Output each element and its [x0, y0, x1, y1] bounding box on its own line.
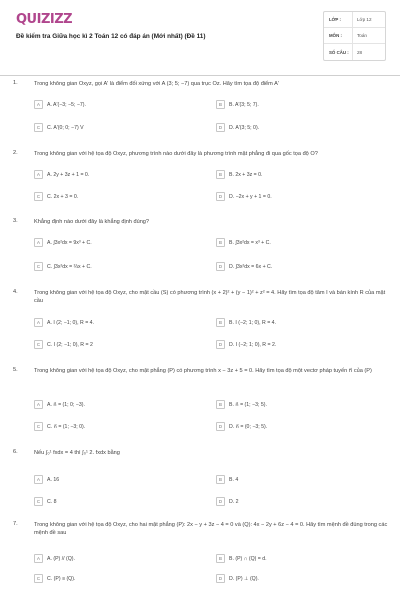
option-text: B. (P) ∩ (Q) = d.	[229, 555, 267, 562]
option-b[interactable]	[216, 169, 262, 180]
option-text: D. A'(3; 5; 0).	[229, 124, 260, 131]
question-number: 5.	[13, 367, 18, 373]
option-c[interactable]	[34, 261, 92, 272]
option-text: A. ∫3x²dx = 9x³ + C.	[47, 239, 92, 246]
option-letter-box: B	[216, 400, 225, 409]
option-b[interactable]	[216, 553, 267, 564]
meta-row-subject	[324, 28, 385, 44]
question-number: 3.	[13, 218, 18, 224]
option-letter-box: C	[34, 574, 43, 583]
option-a[interactable]	[34, 399, 85, 410]
option-d[interactable]	[216, 122, 259, 133]
question-text: Trong không gian với hệ tọa độ Oxyz, cho mặt cầu (S) có phương trình (x + 2)² + (y − 1)² + z² = 4. Hãy tìm tọa độ tâm I và bán kính R của mặt cầu	[34, 290, 386, 305]
option-letter-box: B	[216, 554, 225, 563]
option-b[interactable]	[216, 99, 259, 110]
option-d[interactable]	[216, 339, 276, 350]
option-text: A. I (2; −1; 0), R = 4.	[47, 319, 94, 326]
option-c[interactable]	[34, 339, 93, 350]
option-c[interactable]	[34, 191, 78, 202]
option-letter-box: D	[216, 340, 225, 349]
option-text: D. I (−2; 1; 0), R = 2.	[229, 341, 277, 348]
option-letter-box: C	[34, 422, 43, 431]
option-letter-box: D	[216, 574, 225, 583]
option-text: A. 16	[47, 476, 60, 483]
option-a[interactable]	[34, 169, 89, 180]
question-text: Khẳng định nào dưới đây là khẳng định đúng?	[34, 219, 150, 225]
option-letter-box: A	[34, 554, 43, 563]
option-letter-box: C	[34, 123, 43, 132]
option-letter-box: C	[34, 192, 43, 201]
option-letter-box: D	[216, 262, 225, 271]
option-a[interactable]	[34, 99, 86, 110]
question-number: 2.	[13, 150, 18, 156]
option-c[interactable]	[34, 496, 57, 507]
option-letter-box: D	[216, 422, 225, 431]
option-letter-box: C	[34, 497, 43, 506]
meta-key: LỚP :	[329, 17, 341, 22]
option-letter-box: B	[216, 238, 225, 247]
option-text: D. n⃗ = (0; −3; 5).	[229, 423, 268, 430]
option-letter-box: B	[216, 100, 225, 109]
option-c[interactable]	[34, 573, 75, 584]
meta-row-question-count	[324, 44, 385, 60]
document-header	[0, 0, 400, 76]
option-text: D. (P) ⊥ (Q).	[229, 575, 259, 582]
question-number: 6.	[13, 449, 18, 455]
quizizz-logo: QUIZIZZ	[16, 12, 73, 27]
option-letter-box: A	[34, 475, 43, 484]
meta-key: MÔN :	[329, 33, 342, 38]
meta-value: Lớp 12	[357, 17, 372, 22]
document-title: Đề kiểm tra Giữa học kì 2 Toán 12 có đáp án (Mới nhất) (Đề 11)	[16, 33, 206, 40]
meta-value: Toán	[357, 33, 367, 38]
option-d[interactable]	[216, 573, 259, 584]
question-text: Trong không gian với hệ tọa độ Oxyz, cho mặt phẳng (P) có phương trình x − 3z + 5 = 0. Hãy tìm tọa độ một vectơ pháp tuyến n⃗ của (P)	[34, 368, 372, 374]
option-text: B. 4	[229, 476, 239, 483]
option-b[interactable]	[216, 237, 271, 248]
option-a[interactable]	[34, 474, 59, 485]
option-c[interactable]	[34, 421, 85, 432]
option-text: D. 2	[229, 498, 239, 505]
meta-row-class	[324, 12, 385, 28]
option-letter-box: A	[34, 318, 43, 327]
option-text: B. n⃗ = (1; −3; 5).	[229, 401, 267, 408]
option-text: C. I (2; −1; 0), R = 2	[47, 341, 93, 348]
option-text: B. ∫3x²dx = x³ + C.	[229, 239, 271, 246]
option-text: A. 2y + 3z + 1 = 0.	[47, 171, 90, 178]
document-meta-table	[323, 11, 386, 61]
meta-value: 28	[357, 49, 363, 55]
option-letter-box: B	[216, 475, 225, 484]
question-text: Trong không gian với hệ tọa độ Oxyz, cho hai mặt phẳng (P): 2x − y + 3z − 4 = 0 và (Q): 4x − 2y + 6z − 4 = 0. Hãy tìm mệnh đề đúng trong các mệnh đề sau	[34, 522, 388, 537]
option-letter-box: D	[216, 497, 225, 506]
question-number: 4.	[13, 289, 18, 295]
meta-key: SỐ CÂU :	[329, 49, 349, 55]
question-number: 7.	[13, 521, 18, 527]
option-text: A. A'(−3; −5; −7).	[47, 101, 86, 108]
option-text: A. n⃗ = (1; 0; −3).	[47, 401, 85, 408]
option-text: D. ∫3x²dx = 6x + C.	[229, 263, 273, 270]
option-letter-box: A	[34, 170, 43, 179]
option-text: C. n⃗ = (1; −3; 0).	[47, 423, 86, 430]
question-text: Trong không gian Oxyz, gọi A' là điểm đối xứng với A (3; 5; −7) qua trục Oz. Hãy tìm tọa độ điểm A'	[34, 81, 279, 87]
option-letter-box: C	[34, 262, 43, 271]
option-letter-box: D	[216, 192, 225, 201]
option-letter-box: B	[216, 170, 225, 179]
option-text: A. (P) // (Q).	[47, 555, 75, 562]
option-c[interactable]	[34, 122, 84, 133]
option-text: B. 2x + 3z = 0.	[229, 171, 263, 178]
option-a[interactable]	[34, 317, 94, 328]
option-text: C. 8	[47, 498, 57, 505]
option-d[interactable]	[216, 191, 272, 202]
option-text: C. A'(0; 0; −7) V	[47, 124, 84, 131]
option-letter-box: C	[34, 340, 43, 349]
option-text: C. (P) ≡ (Q).	[47, 575, 76, 582]
option-letter-box: D	[216, 123, 225, 132]
question-number: 1.	[13, 80, 18, 86]
option-a[interactable]	[34, 553, 75, 564]
option-text: B. A'(3; 5; 7).	[229, 101, 259, 108]
option-letter-box: A	[34, 238, 43, 247]
option-letter-box: A	[34, 100, 43, 109]
option-b[interactable]	[216, 317, 276, 328]
question-text: Nếu ∫₀¹ fxdx = 4 thì ∫₀¹ 2. fxdx bằng	[34, 450, 120, 456]
option-d[interactable]	[216, 421, 267, 432]
option-text: C. 2x + 3 = 0.	[47, 193, 79, 200]
option-text: C. ∫3x²dx = ⅔x + C.	[47, 263, 92, 270]
option-d[interactable]	[216, 496, 239, 507]
option-d[interactable]	[216, 261, 272, 272]
option-text: D. −2x + y + 1 = 0.	[229, 193, 272, 200]
option-text: B. I (−2; 1; 0), R = 4.	[229, 319, 276, 326]
option-b[interactable]	[216, 399, 267, 410]
option-b[interactable]	[216, 474, 238, 485]
option-letter-box: A	[34, 400, 43, 409]
option-a[interactable]	[34, 237, 92, 248]
question-text: Trong không gian với hệ tọa độ Oxyz, phương trình nào dưới đây là phương trình mặt phẳng đi qua gốc tọa độ O?	[34, 151, 318, 157]
option-letter-box: B	[216, 318, 225, 327]
